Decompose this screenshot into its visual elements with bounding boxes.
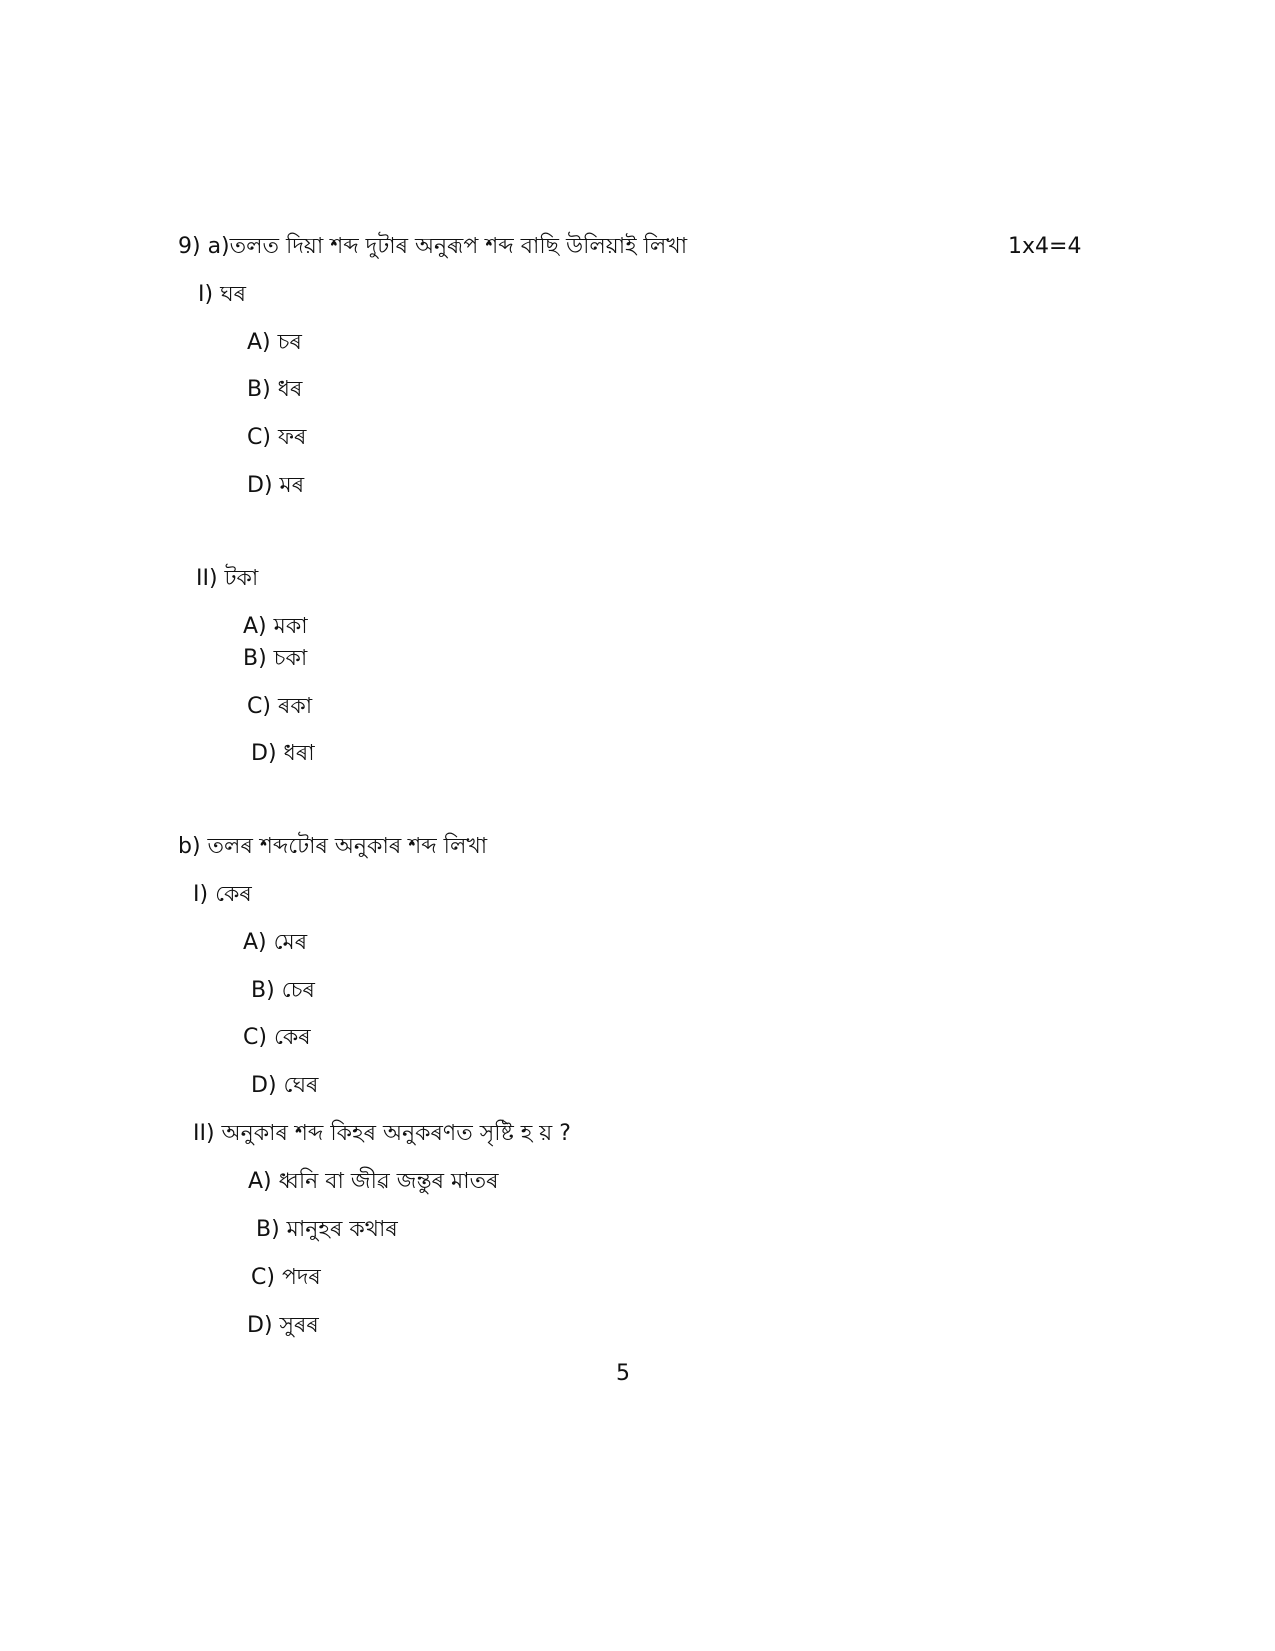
option-9b-i-c: C) কেৰ	[243, 1025, 311, 1050]
option-9a-i-a: A) চৰ	[247, 330, 302, 355]
option-9b-ii-a: A) ধ্বনি বা জীৱ জন্তুৰ মাতৰ	[248, 1169, 499, 1194]
option-9a-i-b: B) ধৰ	[247, 377, 303, 402]
option-9b-i-b: B) চেৰ	[251, 978, 315, 1003]
option-9b-ii-b: B) মানুহৰ কথাৰ	[256, 1217, 398, 1242]
option-9b-ii-c: C) পদৰ	[251, 1265, 321, 1290]
option-9a-i-d: D) মৰ	[247, 473, 305, 498]
option-9b-ii-d: D) সুৰৰ	[247, 1313, 319, 1338]
question-9b-i-label: I) কেৰ	[193, 882, 252, 907]
option-9a-ii-b: B) চকা	[243, 646, 308, 671]
question-9b-ii-label: II) অনুকাৰ শব্দ কিহৰ অনুকৰণত সৃষ্টি হ য় ?	[193, 1121, 571, 1146]
question-9a-ii-label: II) টকা	[196, 566, 259, 591]
page-number: 5	[616, 1361, 630, 1386]
question-9b-title: b) তলৰ শব্দটোৰ অনুকাৰ শব্দ লিখা	[178, 834, 488, 859]
option-9a-i-c: C) ফৰ	[247, 425, 307, 450]
question-9a-title: 9) a)তলত দিয়া শব্দ দুটাৰ অনুৰূপ শব্দ বাছি উলিয়াই লিখা	[178, 234, 688, 259]
option-9a-ii-a: A) মকা	[243, 614, 308, 639]
option-9a-ii-c: C) ৰকা	[247, 694, 313, 719]
option-9a-ii-d: D) ধৰা	[251, 741, 315, 766]
option-9b-i-d: D) ঘেৰ	[251, 1073, 319, 1098]
question-9a-i-label: I) ঘৰ	[198, 282, 247, 307]
marks-label: 1x4=4	[1008, 234, 1082, 259]
option-9b-i-a: A) মেৰ	[243, 930, 308, 955]
